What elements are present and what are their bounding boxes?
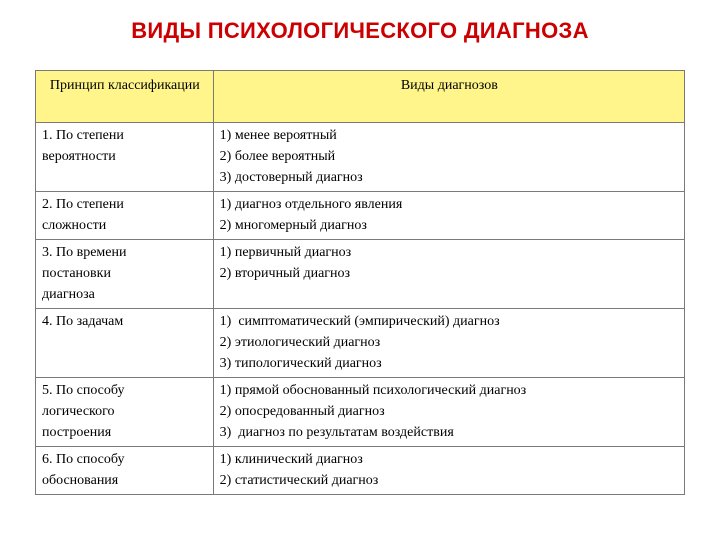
principle-text: 6. По способу: [42, 452, 125, 467]
diagnosis-type: 3) достоверный диагноз: [219, 170, 363, 185]
principle-cell: [36, 447, 214, 495]
principle-text: 3. По времени: [42, 245, 127, 260]
diagnosis-type: 2) опосредованный диагноз: [219, 404, 385, 419]
table-header-row: [36, 71, 685, 123]
principle-text: сложности: [42, 218, 107, 233]
page-title: ВИДЫ ПСИХОЛОГИЧЕСКОГО ДИАГНОЗА: [131, 18, 589, 43]
diagnosis-type: 1) диагноз отдельного явления: [219, 197, 403, 212]
table-row: [36, 447, 685, 495]
principle-text: 5. По способу: [42, 383, 125, 398]
diagnosis-types-table: [35, 70, 685, 495]
types-cell: [213, 123, 684, 192]
diagnosis-type: 2) более вероятный: [219, 149, 336, 164]
table-row: [36, 378, 685, 447]
principle-cell: [36, 123, 214, 192]
principle-text: обоснования: [42, 473, 119, 488]
table-row: [36, 192, 685, 240]
principle-cell: [36, 309, 214, 378]
column-header-types: Виды диагнозов: [213, 71, 684, 123]
table-row: [36, 240, 685, 309]
principle-text: постановки: [42, 266, 111, 281]
principle-cell: [36, 378, 214, 447]
types-cell: [213, 192, 684, 240]
diagnosis-type: 1) прямой обоснованный психологический диагноз: [219, 383, 527, 398]
diagnosis-type: 1) первичный диагноз: [219, 245, 352, 260]
diagnosis-type: 2) вторичный диагноз: [219, 266, 351, 281]
types-cell: [213, 309, 684, 378]
principle-text: построения: [42, 425, 112, 440]
types-cell: [213, 240, 684, 309]
diagnosis-type: 1) клинический диагноз: [219, 452, 363, 467]
diagnosis-type: 3) диагноз по результатам воздействия: [219, 425, 454, 440]
diagnosis-type: 1) менее вероятный: [219, 128, 337, 143]
principle-text: логического: [42, 404, 115, 419]
types-cell: [213, 447, 684, 495]
principle-text: вероятности: [42, 149, 116, 164]
diagnosis-type: 2) многомерный диагноз: [219, 218, 367, 233]
table-row: [36, 123, 685, 192]
diagnosis-type: 2) этиологический диагноз: [219, 335, 381, 350]
diagnosis-type: 1) симптоматический (эмпирический) диагноз: [219, 314, 500, 329]
principle-text: 1. По степени: [42, 128, 124, 143]
principle-text: диагноза: [42, 287, 95, 302]
table-row: [36, 309, 685, 378]
principle-cell: [36, 240, 214, 309]
principle-cell: [36, 192, 214, 240]
principle-text: 2. По степени: [42, 197, 124, 212]
types-cell: [213, 378, 684, 447]
diagnosis-type: 3) типологический диагноз: [219, 356, 382, 371]
column-header-principle: Принцип классификации: [36, 71, 214, 123]
principle-text: 4. По задачам: [42, 314, 124, 329]
diagnosis-type: 2) статистический диагноз: [219, 473, 379, 488]
